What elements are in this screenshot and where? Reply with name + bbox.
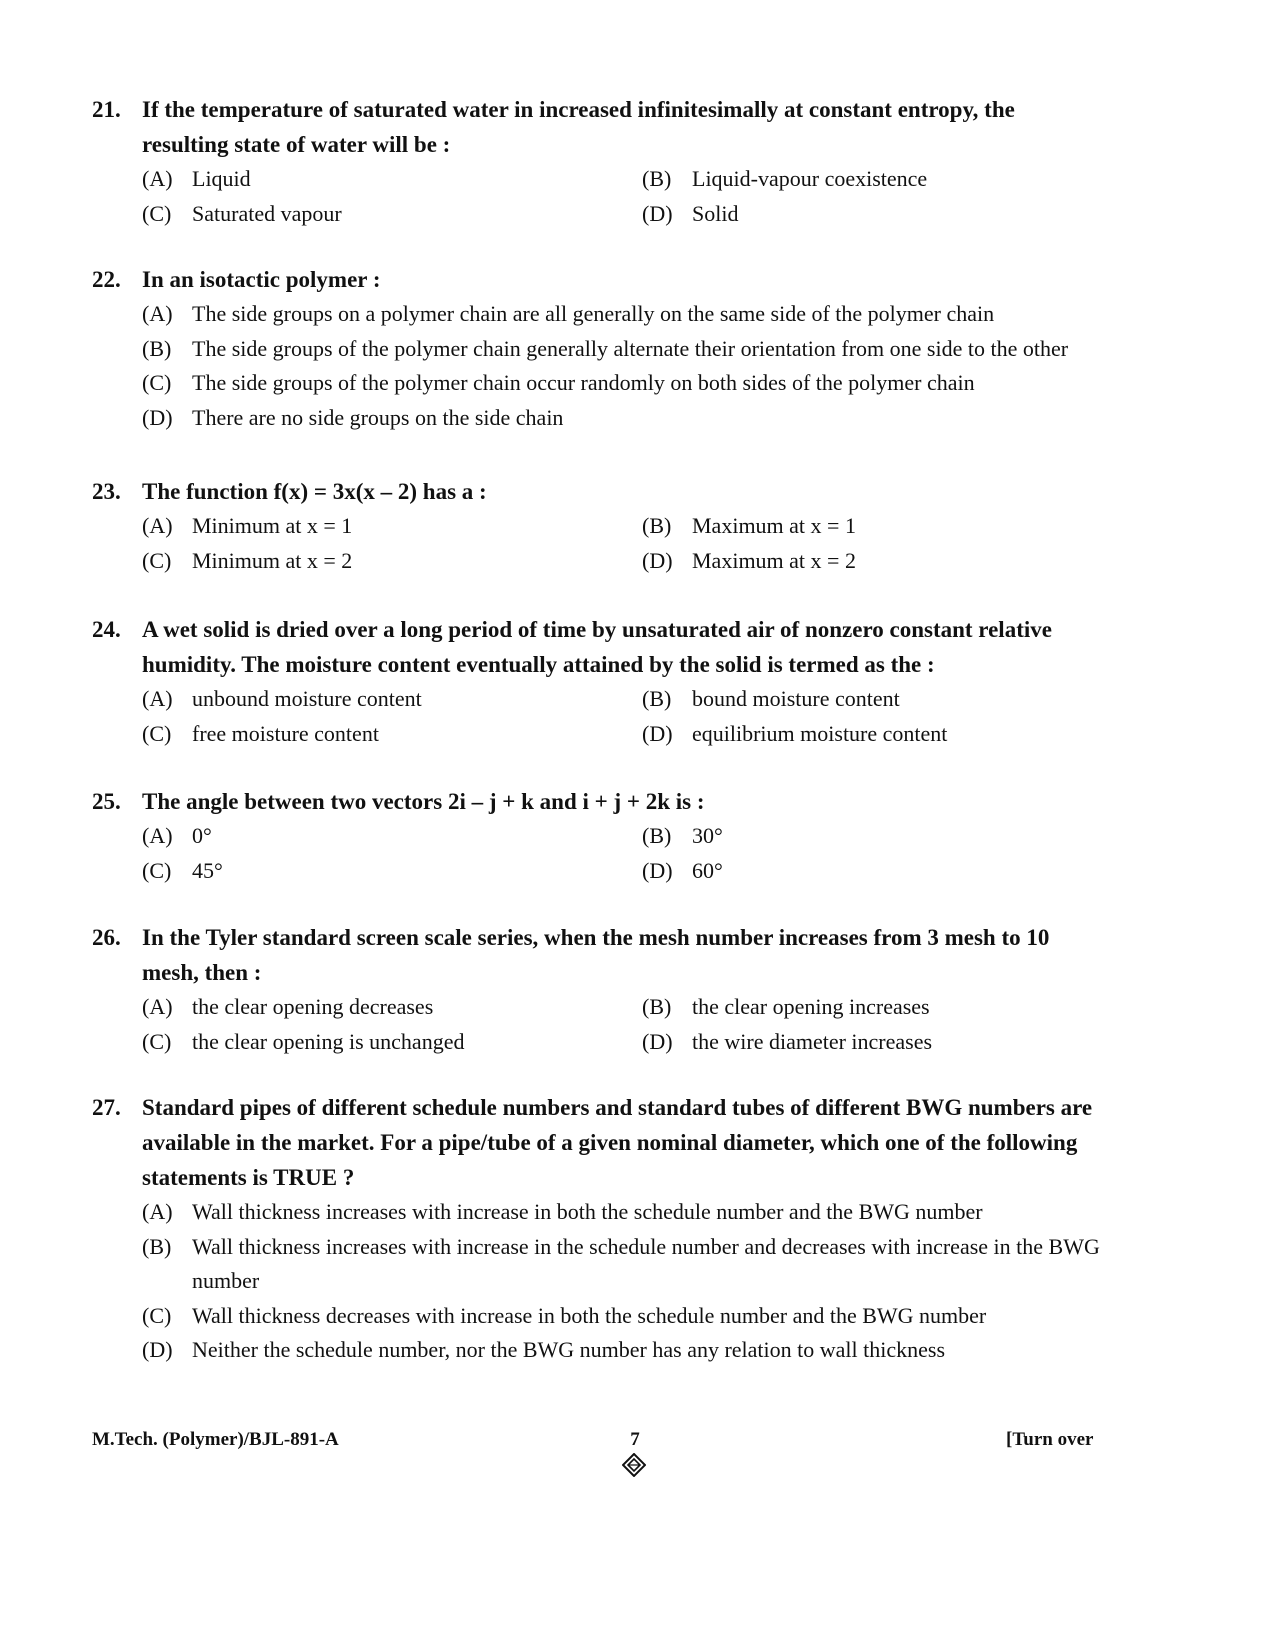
option-b xyxy=(642,509,1142,544)
question-text: The angle between two vectors 2i – j + k and i + j + 2k is : xyxy=(142,789,705,814)
option-a xyxy=(142,990,642,1025)
question-23 xyxy=(92,474,1102,578)
option-d xyxy=(642,854,1142,889)
question-text: In the Tyler standard screen scale series, when the mesh number increases from 3 mesh to 10 mesh, then : xyxy=(142,925,1050,985)
option-b xyxy=(642,819,1142,854)
option-d xyxy=(142,1333,1102,1368)
option-b xyxy=(642,682,1142,717)
question-text: The function f(x) = 3x(x – 2) has a : xyxy=(142,479,487,504)
option-label: (C) xyxy=(142,857,172,883)
option-text: the wire diameter increases xyxy=(692,1028,933,1054)
option-label: (D) xyxy=(642,547,673,573)
option-label: (D) xyxy=(142,1337,173,1362)
turn-over-note: [Turn over xyxy=(1006,1429,1094,1450)
option-label: (A) xyxy=(142,166,173,191)
option-label: (D) xyxy=(642,720,673,746)
option-d xyxy=(642,717,1142,752)
option-c xyxy=(142,1025,642,1060)
question-number: 25. xyxy=(92,789,121,814)
option-c xyxy=(142,366,1102,401)
option-label: (D) xyxy=(642,200,673,226)
page-number: 7 xyxy=(630,1429,640,1450)
option-c xyxy=(142,544,642,579)
question-number: 26. xyxy=(92,925,121,950)
option-a xyxy=(142,297,1102,332)
option-c xyxy=(142,717,642,752)
option-label: (B) xyxy=(642,686,672,711)
question-number: 22. xyxy=(92,267,121,292)
option-text: Wall thickness increases with increase in both the schedule number and the BWG number xyxy=(192,1199,983,1224)
option-text: equilibrium moisture content xyxy=(692,720,948,746)
option-label: (A) xyxy=(142,823,173,848)
option-text: 0° xyxy=(192,823,212,848)
option-text: the clear opening decreases xyxy=(192,994,434,1019)
option-label: (D) xyxy=(642,857,673,883)
option-a xyxy=(142,819,642,854)
option-a xyxy=(142,509,642,544)
option-b xyxy=(642,990,1142,1025)
option-text: Wall thickness decreases with increase in both the schedule number and the BWG number xyxy=(192,1302,987,1328)
option-label: (C) xyxy=(142,720,172,746)
option-label: (D) xyxy=(142,404,173,430)
option-text: 60° xyxy=(692,857,723,883)
question-text: A wet solid is dried over a long period of time by unsaturated air of nonzero constant relative humidity. The moisture content eventually attained by the solid is termed as the : xyxy=(142,617,1052,677)
option-label: (C) xyxy=(142,1302,172,1328)
question-text: In an isotactic polymer : xyxy=(142,267,381,292)
option-c xyxy=(142,854,642,889)
option-text: 30° xyxy=(692,823,723,848)
question-number: 27. xyxy=(92,1095,121,1120)
option-text: Saturated vapour xyxy=(192,200,342,226)
option-label: (A) xyxy=(142,994,173,1019)
option-label: (A) xyxy=(142,513,173,538)
option-label: (B) xyxy=(142,1233,172,1259)
question-27 xyxy=(92,1090,1102,1368)
booklet-code: M.Tech. (Polymer)/BJL-891-A xyxy=(92,1429,339,1450)
option-text: Wall thickness increases with increase in the schedule number and decreases with increase in the BWG number xyxy=(192,1233,1100,1293)
option-text: Liquid-vapour coexistence xyxy=(692,166,928,191)
option-b xyxy=(142,332,1102,367)
option-d xyxy=(142,401,1102,436)
option-label: (A) xyxy=(142,1199,173,1224)
option-label: (C) xyxy=(142,1028,172,1054)
option-d xyxy=(642,544,1142,579)
question-number: 23. xyxy=(92,479,121,504)
option-label: (A) xyxy=(142,301,173,326)
option-a xyxy=(142,162,642,197)
option-text: Maximum at x = 1 xyxy=(692,513,856,538)
option-text: Solid xyxy=(692,200,739,226)
option-label: (B) xyxy=(642,513,672,538)
question-26 xyxy=(92,920,1102,1059)
question-24 xyxy=(92,612,1102,751)
option-label: (B) xyxy=(142,335,172,361)
diamond-icon xyxy=(622,1453,646,1477)
option-text: Minimum at x = 2 xyxy=(192,547,353,573)
option-b xyxy=(142,1230,1102,1299)
option-text: The side groups of the polymer chain generally alternate their orientation from one side to the other xyxy=(192,335,1069,361)
option-text: The side groups of the polymer chain occur randomly on both sides of the polymer chain xyxy=(192,370,975,395)
question-text: Standard pipes of different schedule numbers and standard tubes of different BWG numbers are available in the market. For a pipe/tube of a given nominal diameter, which one of the following statements is TRUE ? xyxy=(142,1095,1093,1190)
option-c xyxy=(142,1299,1102,1334)
option-d xyxy=(642,1025,1142,1060)
option-c xyxy=(142,197,642,232)
option-text: Minimum at x = 1 xyxy=(192,513,353,538)
option-label: (A) xyxy=(142,686,173,711)
option-a xyxy=(142,1195,1102,1230)
option-a xyxy=(142,682,642,717)
option-text: The side groups on a polymer chain are all generally on the same side of the polymer chain xyxy=(192,301,995,326)
option-label: (C) xyxy=(142,200,172,226)
option-text: bound moisture content xyxy=(692,686,900,711)
option-text: Liquid xyxy=(192,166,251,191)
question-25 xyxy=(92,784,1102,888)
option-label: (D) xyxy=(642,1028,673,1054)
question-22 xyxy=(92,262,1102,435)
option-text: 45° xyxy=(192,857,223,883)
option-text: free moisture content xyxy=(192,720,379,746)
option-text: There are no side groups on the side chain xyxy=(192,404,564,430)
option-d xyxy=(642,197,1142,232)
question-text: If the temperature of saturated water in increased infinitesimally at constant entropy, the resulting state of water will be : xyxy=(142,97,1015,157)
option-label: (C) xyxy=(142,547,172,573)
question-number: 24. xyxy=(92,617,121,642)
option-text: Maximum at x = 2 xyxy=(692,547,856,573)
option-text: unbound moisture content xyxy=(192,686,422,711)
question-21 xyxy=(92,92,1102,231)
option-label: (B) xyxy=(642,994,672,1019)
option-text: Neither the schedule number, nor the BWG number has any relation to wall thickness xyxy=(192,1337,946,1362)
option-b xyxy=(642,162,1142,197)
option-text: the clear opening increases xyxy=(692,994,930,1019)
option-label: (B) xyxy=(642,166,672,191)
option-text: the clear opening is unchanged xyxy=(192,1028,465,1054)
option-label: (C) xyxy=(142,370,172,395)
question-number: 21. xyxy=(92,97,121,122)
option-label: (B) xyxy=(642,823,672,848)
